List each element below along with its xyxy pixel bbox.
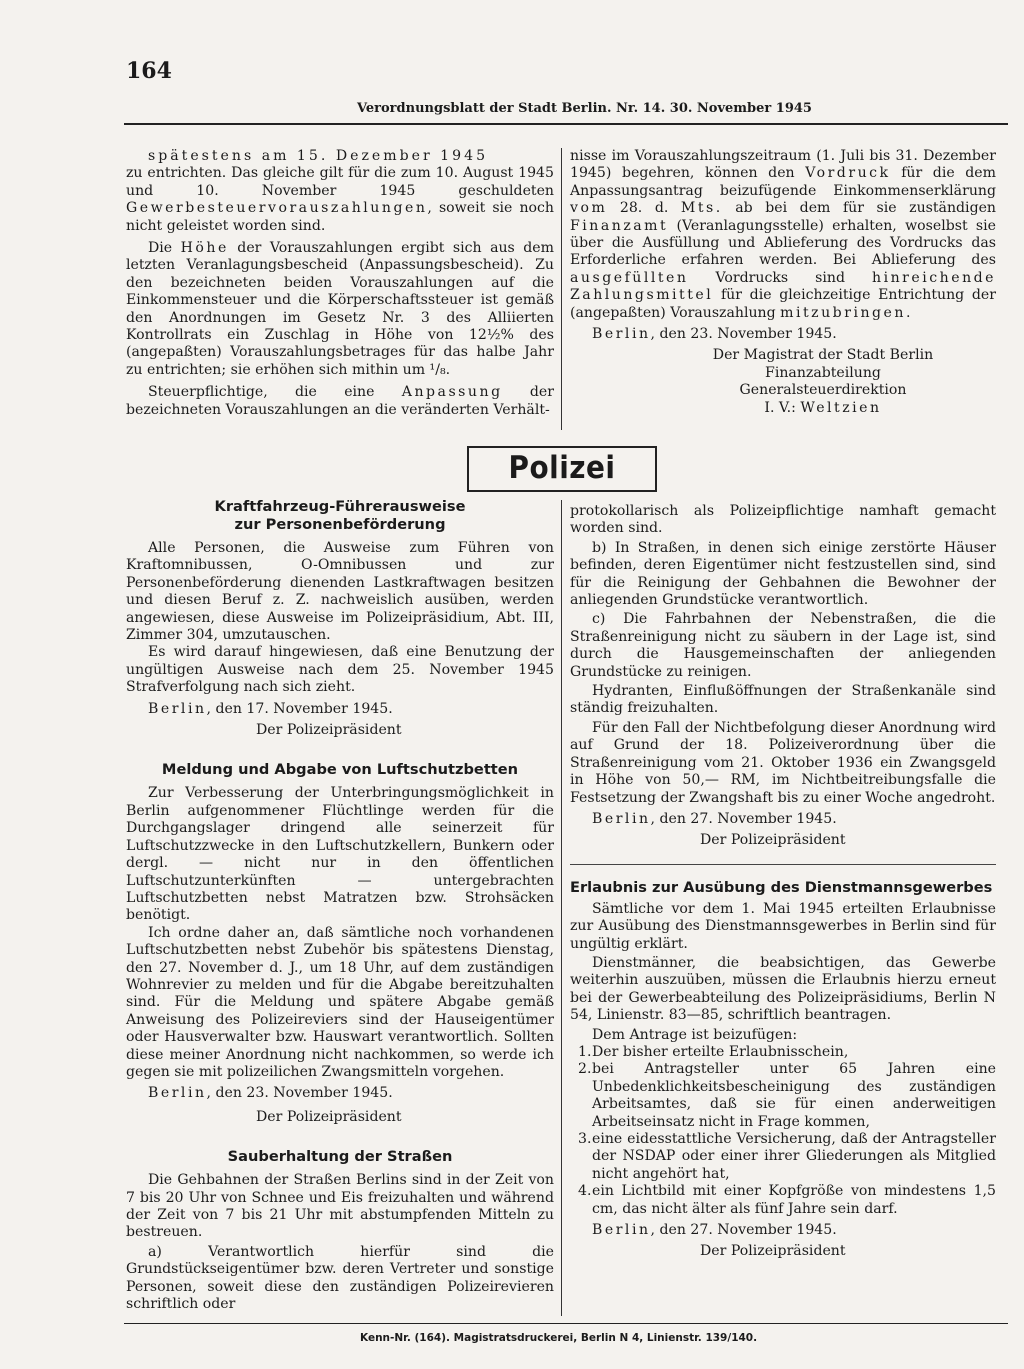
paragraph: Dem Antrage ist beizufügen: xyxy=(592,1026,798,1043)
list-item xyxy=(570,1183,996,1218)
date-text: , den 23. November 1945. xyxy=(650,326,837,343)
paragraph: Ich ordne daher an, daß sämtliche noch vorhandenen Luftschutzbetten nebst Zubehör bis spätestens Dienstag, den 27. November d. J., um 18 Uhr, auf dem zuständigen Wohnrevier zu melden und für die Abgabe bereitzuhalten sind. Für die Meldung und spätere Abgabe gemäß Anweisung des Polizeireviers sind der Hauseigentümer oder Hausverwalter bzw. Hauswart verantwortlich. Sollten diese meiner Anordnung nicht nachkommen, so werde ich gegen sie mit polizeilichen Zwangsmitteln vorgehen. xyxy=(126,924,554,1080)
text: für die dem Anpassungsantrag beizufügende Einkommenserklärung xyxy=(570,165,996,199)
paragraph: Hydranten, Einflußöffnungen der Straßenkanäle sind ständig freizuhalten. xyxy=(570,683,996,717)
list-number: 2. xyxy=(578,1061,592,1078)
list-text: bei Antragsteller unter 65 Jahren eine Unbedenklichkeitsbescheinigung des zuständigen Arbeitsamtes, daß sie für einen anderweitigen Arbeitseinsatz nicht in Frage kommen, xyxy=(592,1061,996,1130)
emphasis-text: spätestens am 15. Dezember 1945 xyxy=(148,148,489,164)
emphasis-text: vom xyxy=(570,200,608,217)
lower-right-column xyxy=(570,503,996,1261)
paragraph: Für den Fall der Nichtbefolgung dieser Anordnung wird auf Grund der 18. Polizeiverordnung über die Straßenreinigung vom 21. Oktober 1936 ein Zwangsgeld in Höhe von 50,— RM, im Nichtbeitreibungsfalle die Festsetzung der Zwangshaft bis zu einer Woche angedroht. xyxy=(570,719,996,806)
emphasis-text: Anpassung xyxy=(401,384,503,401)
date-text: , den 17. November 1945. xyxy=(206,700,393,717)
signature-line: Generalsteuerdirektion xyxy=(739,382,907,399)
text: zu entrichten. Das gleiche gilt für die zum 10. August 1945 und 10. November 1945 geschuldeten xyxy=(126,165,554,199)
paragraph: Dienstmänner, die beabsichtigen, das Gewerbe weiterhin auszuüben, müssen die Erlaubnis hierzu erneut bei der Gewerbeabteilung des Polizeipräsidiums, Berlin N 54, Linienstr. 83—85, schriftlich beantragen. xyxy=(570,954,996,1024)
paragraph: Sämtliche vor dem 1. Mai 1945 erteilten Erlaubnisse zur Ausübung des Dienstmannsgewerbes in Berlin sind für ungültig erklärt. xyxy=(570,900,996,952)
date-city: Berlin xyxy=(592,1222,651,1239)
text: ab bei dem für sie zuständigen xyxy=(735,200,997,217)
signature-line: Der Polizeipräsident xyxy=(256,722,402,739)
text: Steuerpflichtige, die eine xyxy=(148,384,375,401)
list-text: ein Lichtbild mit einer Kopfgröße von mindestens 1,5 cm, das nicht älter als fünf Jahre sein darf. xyxy=(592,1183,996,1217)
text: Vordrucks sind xyxy=(715,269,845,286)
text: nisse im Vorauszahlungszeitraum (1. Juli bis 31. Dezember 1945) begehren, können den xyxy=(570,148,996,182)
emphasis-text: ausgefüllten xyxy=(570,269,689,286)
list-text: eine eidesstattliche Versicherung, daß der Antragsteller der NSDAP oder einer ihrer Gliederungen als Mitglied nicht angehört hat, xyxy=(592,1131,996,1182)
article-heading: Meldung und Abgabe von Luftschutzbetten xyxy=(161,761,519,779)
paragraph: Es wird darauf hingewiesen, daß eine Benutzung der ungültigen Ausweise nach dem 25. November 1945 Strafverfolgung nach sich zieht. xyxy=(126,644,554,696)
article-heading xyxy=(126,498,554,534)
heading-line: Kraftfahrzeug-Führerausweise xyxy=(214,498,466,515)
emphasis-text: Vordruck xyxy=(805,165,891,182)
date-city: Berlin xyxy=(592,810,651,827)
date-city: Berlin xyxy=(148,1085,207,1102)
paragraph: Zur Verbesserung der Unterbringungsmöglichkeit in Berlin aufgenommener Flüchtlinge werden für die Durchgangslager dringend alle seinerzeit für Luftschutzzwecke in den Luftschutzkellern, Bunkern oder dergl. — nicht nur in den öffentlichen Luftschutzunterkünften — untergebrachten Luftschutzbetten nebst Matratzen bzw. Strohsäcken benötigt. xyxy=(126,785,554,924)
date-text: , den 27. November 1945. xyxy=(650,1222,837,1239)
date-city: Berlin xyxy=(148,700,207,717)
paragraph xyxy=(126,148,554,235)
paragraph xyxy=(570,148,996,322)
paragraph xyxy=(126,384,554,419)
text: I. V.: xyxy=(764,399,796,416)
footer-imprint: Kenn-Nr. (164). Magistratsdruckerei, Berlin N 4, Linienstr. 139/140. xyxy=(360,1332,758,1344)
emphasis-text: Mts. xyxy=(680,200,723,217)
signature-line: Der Polizeipräsident xyxy=(700,832,846,849)
signature-line: Der Magistrat der Stadt Berlin xyxy=(712,347,934,364)
article-heading: Erlaubnis zur Ausübung des Dienstmannsgewerbes xyxy=(570,878,993,896)
lower-left-column xyxy=(126,498,554,1313)
signature-line xyxy=(570,400,996,417)
list-number: 4. xyxy=(578,1183,592,1200)
date-text: , den 23. November 1945. xyxy=(206,1085,393,1102)
list-item xyxy=(570,1131,996,1183)
date-line xyxy=(570,1222,996,1239)
list-text: Der bisher erteilte Erlaubnisschein, xyxy=(592,1043,849,1060)
paragraph: c) Die Fahrbahnen der Nebenstraßen, die die Straßenreinigung nicht zu säubern in der Lage ist, sind durch die Hausgemeinschaften der anliegenden Grundstücke zu reinigen. xyxy=(570,611,996,680)
emphasis-text: Gewerbesteuervorauszahlungen xyxy=(126,200,428,217)
signature-line: Der Polizeipräsident xyxy=(256,1108,402,1125)
paragraph: b) In Straßen, in denen sich einige zerstörte Häuser befinden, deren Eigentümer nicht festzustellen sind, sind für die Reinigung der Gehbahnen die Bewohner der anliegenden Grundstücke verantwortlich. xyxy=(570,539,996,609)
paragraph xyxy=(126,240,554,379)
date-line xyxy=(570,811,996,828)
section-title: Polizei xyxy=(508,450,616,486)
text: der Vorauszahlungen ergibt sich aus dem letzten Veranlagungsbescheid (Anpassungsbescheid). Zu den bezeichneten beiden Vorauszahlungen auf die Einkommensteuer und die Körperschaftssteuer ist gemäß den Anordnungen im Gesetz Nr. 3 des Alliierten Kontrollrats ein Zuschlag in Höhe von 12½% des (angepaßten) Vorauszahlungsbetrages für das halbe Jahr zu entrichten; sie erhöhen sich mithin um ¹/₈. xyxy=(126,240,554,378)
requirements-list xyxy=(570,1044,996,1218)
date-line xyxy=(126,701,554,718)
text: , soweit sie noch nicht geleistet worden sind. xyxy=(126,200,554,234)
emphasis-text: Höhe xyxy=(180,240,229,257)
text: der bezeichneten Vorauszahlungen an die veränderten Verhält- xyxy=(126,384,554,418)
emphasis-text: mitzubringen. xyxy=(780,304,913,321)
page-number: 164 xyxy=(126,58,172,84)
signature-line: Der Polizeipräsident xyxy=(700,1243,846,1260)
paragraph: a) Verantwortlich hierfür sind die Grundstückseigentümer bzw. deren Vertreter und sonstige Personen, soweit diese den zuständigen Polizeirevieren schriftlich oder xyxy=(126,1243,554,1313)
text: (Veranlagungsstelle) erhalten, woselbst sie über die Ausfüllung und Ablieferung des Vordrucks das Erforderliche erfahren werden. Bei Ablieferung des xyxy=(570,217,996,269)
column-divider xyxy=(561,148,562,430)
date-city: Berlin xyxy=(592,326,651,343)
list-number: 1. xyxy=(578,1043,592,1060)
list-number: 3. xyxy=(578,1131,592,1147)
text: für die gleichzeitige Entrichtung der (angepaßten) Vorauszahlung xyxy=(570,287,996,321)
paragraph: protokollarisch als Polizeipflichtige namhaft gemacht worden sind. xyxy=(570,503,996,537)
column-divider xyxy=(561,500,562,1316)
date-line xyxy=(570,326,996,343)
text: Die xyxy=(148,240,173,257)
text: 28. d. xyxy=(619,200,669,217)
signature-line: Finanzabteilung xyxy=(765,364,881,381)
running-head: Verordnungsblatt der Stadt Berlin. Nr. 14. 30. November 1945 xyxy=(357,101,812,116)
date-text: , den 27. November 1945. xyxy=(650,810,837,827)
article-heading: Sauberhaltung der Straßen xyxy=(227,1148,453,1166)
upper-left-column xyxy=(126,148,554,419)
upper-right-column xyxy=(570,148,996,417)
paragraph: Alle Personen, die Ausweise zum Führen von Kraftomnibussen, O-Omnibussen und zur Personenbeförderung dienenden Lastkraftwagen besitzen und diesen Beruf z. Z. nachweislich ausüben, werden angewiesen, diese Ausweise im Polizeipräsidium, Abt. III, Zimmer 304, umzutauschen. xyxy=(126,540,554,644)
emphasis-text: hinreichende Zahlungsmittel xyxy=(570,269,997,304)
section-title-box xyxy=(467,446,657,492)
list-item xyxy=(570,1044,996,1061)
header-rule xyxy=(124,123,1008,125)
date-line xyxy=(126,1085,554,1102)
list-item xyxy=(570,1061,996,1131)
heading-line: zur Personenbeförderung xyxy=(234,516,446,533)
paragraph: Die Gehbahnen der Straßen Berlins sind in der Zeit von 7 bis 20 Uhr von Schnee und Eis freizuhalten und während der Zeit von 7 bis 21 Uhr mit abstumpfenden Mitteln zu bestreuen. xyxy=(126,1172,554,1241)
emphasis-text: Finanzamt xyxy=(570,217,669,234)
emphasis-text: Weltzien xyxy=(800,399,882,416)
article-separator xyxy=(570,864,996,865)
footer-rule xyxy=(124,1323,1008,1324)
